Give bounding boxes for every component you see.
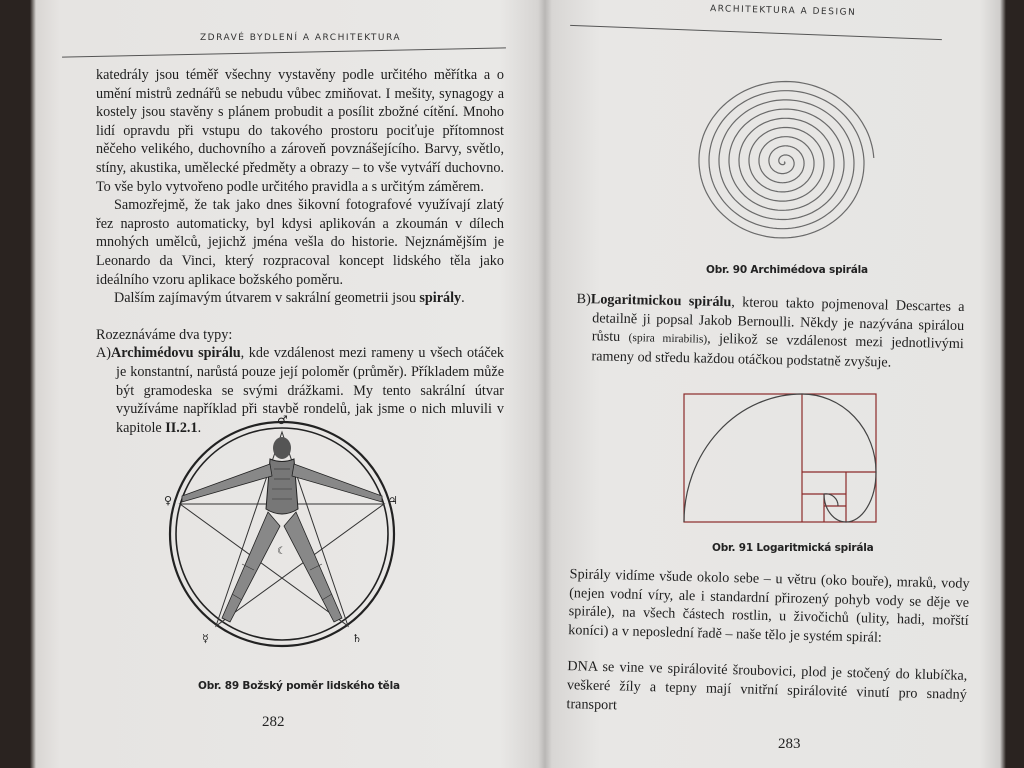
archimedean-spiral	[682, 70, 886, 254]
right-page	[552, 0, 1004, 768]
left-body-text	[96, 66, 504, 437]
text-run: , kde vzdálenost mezi rameny u všech otáček je konstantní, narůstá pouze její poloměr (průměr). Příkladem může být gramodeska se svými drážkami. My tento sakrální útvar využíváme například při stavbě rondelů, jak jsme o nich mluvili v kapitole	[116, 345, 505, 436]
header-rule	[570, 25, 942, 40]
svg-text:♄: ♄	[352, 632, 362, 645]
paragraph: katedrály jsou téměř všechny vystavěny podle určitého měřítka a o umění mistrů zednářů se nebudu vůbec zmiňovat. I mešity, synagogy a kostely jsou stavěny s plánem probudit a posílit zbožné cítění. Mnoho lidí opravdu při vstupu do takového prostoru pociťuje přítomnost něčeho velikého, duchovního a zároveň povznášejícího. Barvy, světlo, stíny, akustika, umělecké předměty a obrazy – to vše vytváří duchovno. To vše bylo vytvořeno podle určitého pravidla a s určitým záměrem.	[96, 67, 504, 195]
running-head-right: ARCHITEKTURA A DESIGN	[709, 4, 857, 18]
types-intro: Rozeznáváme dva typy:	[96, 326, 233, 343]
paragraph: DNA se vine ve spirálovité šroubovici, plod je stočený do klubíčka, veškeré žíly a tepny mají vnitřní spirálovité vinutí pro snadný transport	[566, 658, 968, 713]
svg-text:♀: ♀	[164, 494, 173, 507]
svg-text:☿: ☿	[202, 632, 209, 645]
bold-term: spirály	[419, 290, 462, 307]
svg-text:♂: ♂	[277, 413, 288, 427]
svg-text:♃: ♃	[388, 494, 398, 507]
running-head-left: ZDRAVÉ BYDLENÍ A ARCHITEKTURA	[200, 33, 402, 43]
header-rule	[62, 47, 506, 57]
list-marker: A)	[96, 345, 111, 362]
right-body-text	[566, 565, 970, 723]
text-run: , jelikož se vzdálenost mezi jednotlivými rameny od středu každou otáčkou podstatně zvyšuje.	[591, 330, 964, 371]
paragraph: Samozřejmě, že tak jako dnes šikovní fotografové využívají zlatý řez naprosto automaticky, byl kdysi aplikován a zkoumán v dílech mnohých umělců, jejichž jména vešla do historie. Nejznámějším je Leonardo da Vinci, který rozpracoval koncept lidského těla jako ideálního vzoru aplikace božského poměru.	[96, 197, 504, 288]
list-marker: B)	[576, 290, 591, 308]
right-body-text-b	[575, 290, 964, 373]
bold-term: Archimédovu spirálu	[110, 345, 241, 362]
page-number-left: 282	[262, 714, 285, 730]
paragraph: Spirály vidíme všude okolo sebe – u větru (oko bouře), mraků, vody (nejen vodní víry, ale i standardní přirozený pohyb vody se děje ve spirále), na všech částech rostlin, u živočichů (ulity, hadi, mořští koníci) a v neposlední řadě – naše tělo je systém spirál:	[568, 566, 970, 646]
bold-term: Logaritmickou spirálu	[590, 291, 732, 311]
page-number-right: 283	[778, 736, 801, 752]
figure-caption-89: Obr. 89 Božský poměr lidského těla	[198, 680, 400, 692]
text-run: .	[461, 290, 465, 307]
logarithmic-spiral-figure	[682, 392, 878, 526]
figure-caption-91: Obr. 91 Logaritmická spirála	[712, 542, 874, 554]
svg-text:☾: ☾	[277, 546, 286, 557]
figure-caption-90: Obr. 90 Archimédova spirála	[706, 264, 868, 276]
text-run: , kterou takto pojmenoval Descartes a detailně ji popsal Jakob Bernoulli. Někdy je nazývána spirálou růstu	[591, 294, 965, 346]
pentagram-human-figure	[162, 404, 402, 666]
list-item-b	[575, 290, 964, 373]
text-run: .	[197, 419, 202, 436]
latin-term: (spira mirabilis)	[628, 332, 708, 346]
chapter-ref: II.2.1	[165, 419, 198, 436]
paragraph	[96, 289, 504, 308]
text-run: Dalším zajímavým útvarem v sakrální geometrii jsou	[114, 290, 420, 307]
left-page	[36, 0, 542, 768]
